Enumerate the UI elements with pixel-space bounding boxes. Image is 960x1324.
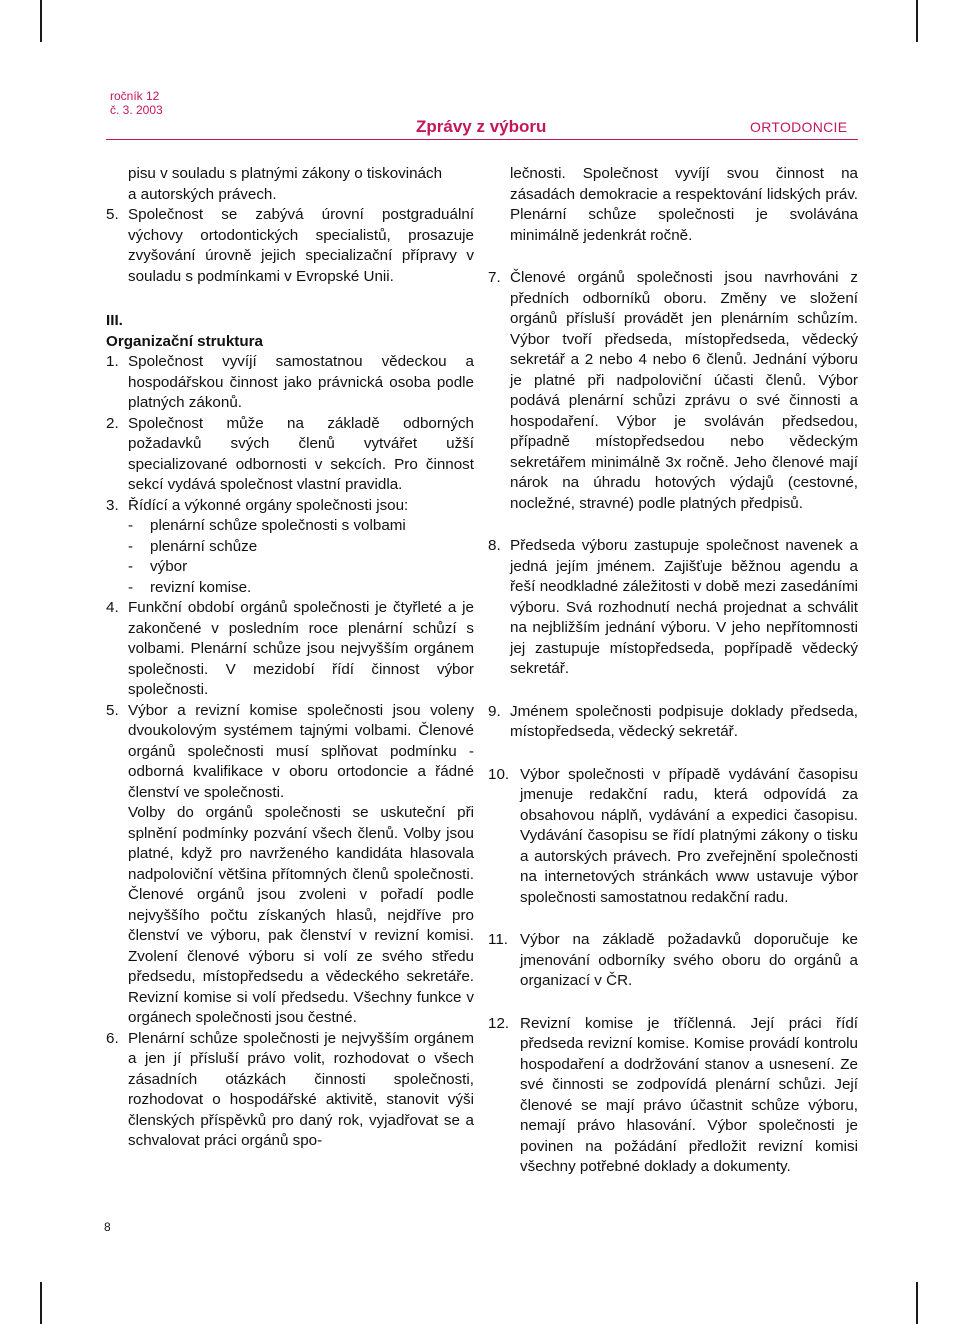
organ-name: plenární schůze společnosti s volbami [150, 517, 406, 534]
section-heading: Organizační struktura [106, 332, 263, 350]
list-item-3 [106, 496, 474, 517]
continued-paragraph: lečnosti. Společnost vyvíjí svou činnost na zásadách demokracie a respektování lidských práv. Plenární schůze společnosti je svolávána minimálně jedenkrát ročně. [510, 165, 858, 244]
item-number: 10. [488, 765, 510, 783]
intro-line: pisu v souladu s platnými zákony o tiskovinách [128, 165, 443, 182]
intro-line: a autorských právech. [128, 185, 277, 203]
list-item-8 [488, 536, 858, 680]
organ-list [106, 516, 474, 598]
list-item-5 [106, 205, 474, 287]
item-text: Společnost vyvíjí samostatnou vědeckou a hospodářskou činnost jako právnická osoba podle platných zákonů. [128, 353, 474, 411]
item-number: 11. [488, 931, 508, 948]
item-text: Výbor společnosti v případě vydávání časopisu jmenuje redakční radu, která odpovídá za obsahovou náplň, vydávání a expedici časopisu. Vydávání časopisu se řídí platnými zákony o tisku a autorských právech. Pro zveřejnění společnosti na internetových stránkách www ustavuje výbor společnosti samostatnou redakční radu. [520, 765, 858, 906]
organ-name: plenární schůze [150, 537, 258, 555]
volume-number: ročník 12 [110, 89, 160, 103]
item-number: 1. [106, 353, 119, 370]
item-number: 8. [488, 537, 501, 554]
organ-name: revizní komise. [150, 578, 252, 596]
elections-paragraph: Volby do orgánů společnosti se uskuteční při splnění podmínky pozvání všech členů. Volby jsou platné, když pro navrženého kandidáta hlasovala nadpoloviční většina přítomných členů společnosti. Členové orgánů jsou zvoleni v pořadí podle nejvyššího počtu získaných hlasů, nejdříve pro členství ve výboru, pak členství v revizní komisi. Zvolení členové výboru si volí ze svého středu předsedu, místopředsedu a vědeckého sekretáře. Revizní komise si volí předsedu. Všechny funkce v orgánech společnosti jsou čestné. [128, 804, 474, 1026]
item-text: Členové orgánů společnosti jsou navrhováni z předních odborníků oboru. Změny ve složení orgánů přísluší provádět jen plenárním schůzím. Výbor tvoří předseda, místopředseda, vědecký sekretář a 2 nebo 4 nebo 6 členů. Jednání výboru je platné při nadpoloviční účasti členů. Výbor podává plenární schůzi zprávu o své činnosti a hospodaření. Výbor je svoláván předsedou, případně místopředsedou nebo vědeckým sekretářem minimálně 3x ročně. Jeho členové mají nárok na úhradu hotových výdajů (cestovné, nocležné, stravné) podle platných předpisů. [510, 269, 858, 512]
header-rule [106, 139, 858, 140]
item-text: Předseda výboru zastupuje společnost navenek a jedná jejím jménem. Zajišťuje běžnou agendu a řeší neodkladné záležitosti v době mezi zasedáními výboru. Svá rozhodnutí nechá projednat a schválit na nejbližším jednání výboru. V jeho nepřítomnosti jej zastupuje místopředseda, popřípadě vědecký sekretář. [510, 537, 858, 677]
crop-mark-top-right [916, 0, 918, 42]
list-item-9 [488, 702, 858, 743]
list-item-4 [106, 598, 474, 701]
item-text: Společnost může na základě odborných požadavků svých členů vytvářet užší specializované odbornosti v sekcích. Pro činnost sekcí vydává společnost vlastní pravidla. [128, 414, 474, 493]
item-number: 7. [488, 269, 501, 286]
item-text: Plenární schůze společnosti je nejvyšším orgánem a jen jí přísluší právo volit, rozhodovat o všech zásadních otázkách činnosti společnosti, rozhodovat o hospodářské aktivitě, stanovit výši členských příspěvků pro daný rok, vyjadřovat se a schvalovat práci orgánů spo- [128, 1029, 474, 1149]
list-item-7 [488, 268, 858, 514]
list-item-6 [106, 1029, 474, 1152]
page-number: 8 [104, 1220, 111, 1234]
journal-title: Zprávy z výboru [416, 117, 547, 136]
list-item-5b [106, 701, 474, 804]
dash-bullet: - [128, 517, 134, 534]
list-item-12 [488, 1014, 858, 1178]
list-item-1 [106, 352, 474, 414]
item-number: 3. [106, 496, 119, 514]
crop-mark-bottom-left [40, 1282, 42, 1324]
item-text: Revizní komise je tříčlenná. Její práci řídí předseda revizní komise. Komise provádí kontrolu hospodaření a dodržování stanov a usnesení. Ze své činnosti se zodpovídá plenární schůzi. Její členové se mají právo účastnit schůze výboru, nemají právo hlasování. Výbor společnosti je povinen na požádání předložit revizní komisi všechny potřebné doklady a dokumenty. [520, 1014, 858, 1175]
crop-mark-bottom-right [916, 1282, 918, 1324]
intro-text [106, 164, 474, 205]
item-text: Společnost se zabývá úrovní postgraduální výchovy ortodontických specialistů, prosazuje zvyšování úrovně jejich specializační přípravy v souladu s podmínkami v Evropské Unii. [128, 206, 474, 285]
item-number: 5. [106, 701, 119, 719]
crop-mark-top-left [40, 0, 42, 42]
item-number: 5. [106, 206, 119, 223]
dash-bullet: - [128, 578, 134, 596]
item-text: Řídící a výkonné orgány společnosti jsou: [128, 496, 409, 514]
list-item [128, 578, 474, 599]
section-title: ORTODONCIE [750, 119, 848, 135]
right-column [488, 164, 858, 1178]
dash-bullet: - [128, 558, 134, 575]
issue-number: č. 3. 2003 [110, 103, 163, 117]
section-number: III. [106, 312, 123, 329]
item-text: Výbor na základě požadavků doporučuje ke jmenování odborníky svého oboru do orgánů a organizací v ČR. [520, 931, 858, 989]
item-text: Výbor a revizní komise společnosti jsou voleny dvoukolovým systémem tajnými volbami. Členové orgánů společnosti musí splňovat podmínku - odborná kvalifikace v oboru ortodoncie a řádné členství ve společnosti. [128, 701, 474, 801]
list-item-11 [488, 930, 858, 992]
item-text: Funkční období orgánů společnosti je čtyřleté a je zakončené v posledním roce plenární schůzí s volbami. Plenární schůze jsou nejvyšším orgánem společnosti. V mezidobí řídí činnost výbor společnosti. [128, 599, 474, 698]
item-number: 2. [106, 414, 119, 432]
item-number: 6. [106, 1029, 119, 1047]
list-item [128, 516, 474, 537]
list-item-10 [488, 765, 858, 909]
item-number: 12. [488, 1014, 510, 1032]
list-item [128, 537, 474, 558]
item-text: Jménem společnosti podpisuje doklady předseda, místopředseda, vědecký sekretář. [510, 702, 858, 740]
dash-bullet: - [128, 537, 134, 555]
item-number: 4. [106, 599, 119, 616]
left-column [106, 164, 474, 1152]
volume-info [110, 89, 163, 117]
list-item [128, 557, 474, 578]
organ-name: výbor [150, 558, 188, 575]
item-number: 9. [488, 702, 501, 720]
list-item-2 [106, 414, 474, 496]
